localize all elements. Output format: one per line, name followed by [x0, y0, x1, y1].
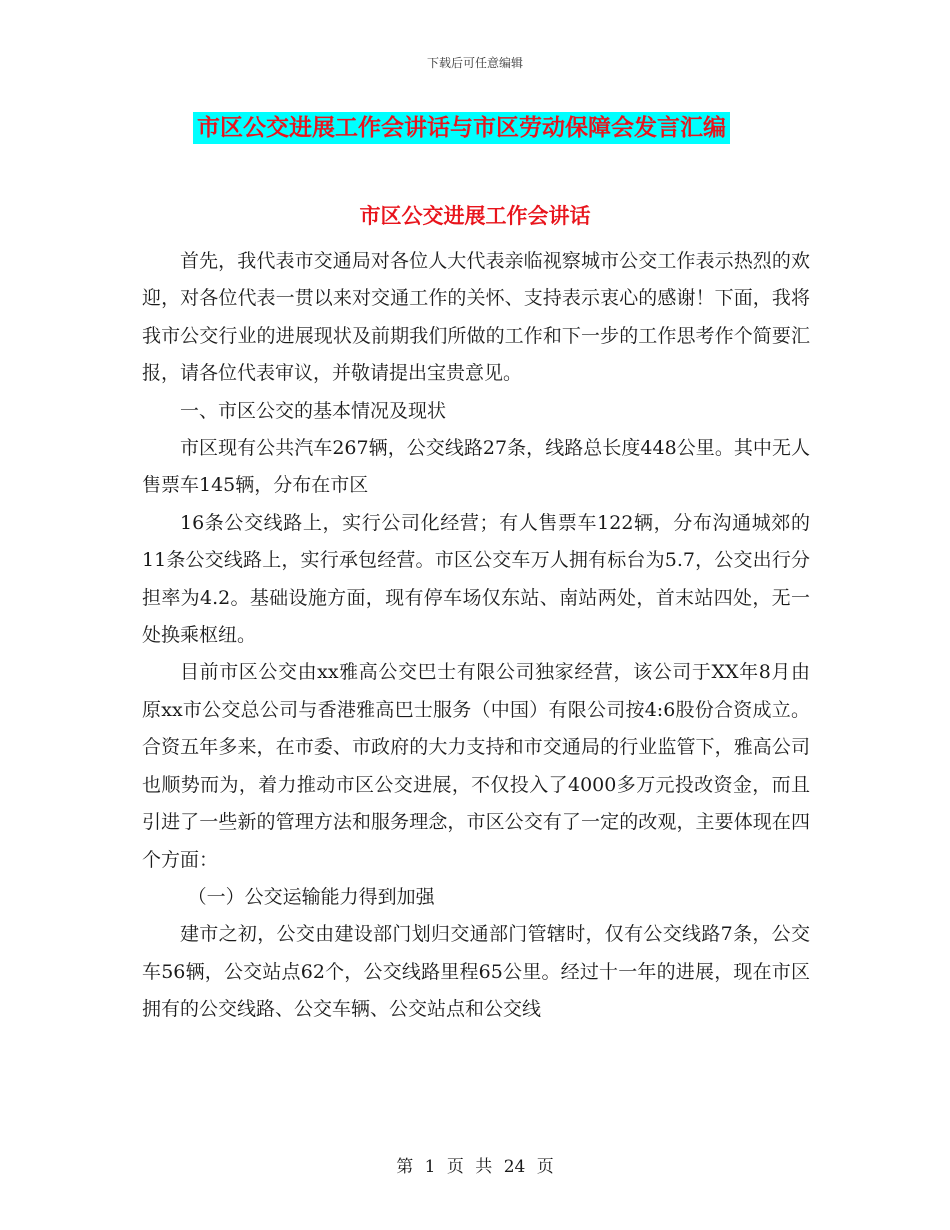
paragraph-intro: 首先，我代表市交通局对各位人大代表亲临视察城市公交工作表示热烈的欢迎，对各位代表一贯以来对交通工作的关怀、支持表示衷心的感谢！下面，我将我市公交行业的进展现状及前期我们所做的工作和下一步的工作思考作个简要汇报，请各位代表审议，并敬请提出宝贵意见。 [142, 250, 810, 385]
subheading-capacity: （一）公交运输能力得到加强 [187, 885, 435, 908]
page-number-footer: 第 1 页 共 24 页 [396, 1157, 554, 1177]
document-main-title: 市区公交进展工作会讲话与市区劳动保障会发言汇编 [193, 112, 730, 144]
document-body [142, 243, 810, 1029]
paragraph-bus-stats: 市区现有公共汽车267辆，公交线路27条，线路总长度448公里。其中无人售票车145辆，分布在市区 [142, 437, 810, 497]
paragraph-bus-stats-continued: 16条公交线路上，实行公司化经营；有人售票车122辆，分布沟通城郊的11条公交线路上，实行承包经营。市区公交车万人拥有标台为5.7，公交出行分担率为4.2。基础设施方面，现有停车场仅东站、南站两处，首末站四处，无一处换乘枢纽。 [142, 511, 810, 647]
paragraph-operator: 目前市区公交由xx雅高公交巴士有限公司独家经营，该公司于XX年8月由原xx市公交总公司与香港雅高巴士服务（中国）有限公司按4:6股份合资成立。合资五年多来，在市委、市政府的大力支持和市交通局的行业监管下，雅高公司也顺势而为，着力推动市区公交进展，不仅投入了4000多万元投改资金，而且引进了一些新的管理方法和服务理念，市区公交有了一定的改观，主要体现在四个方面： [142, 661, 810, 871]
page-header-note: 下载后可任意编辑 [426, 56, 523, 70]
paragraph-history: 建市之初，公交由建设部门划归交通部门管辖时，仅有公交线路7条，公交车56辆，公交站点62个，公交线路里程65公里。经过十一年的进展，现在市区拥有的公交线路、公交车辆、公交站点和公交线 [142, 923, 810, 1021]
heading-basic-situation: 一、市区公交的基本情况及现状 [180, 399, 447, 422]
section-title: 市区公交进展工作会讲话 [359, 203, 591, 228]
